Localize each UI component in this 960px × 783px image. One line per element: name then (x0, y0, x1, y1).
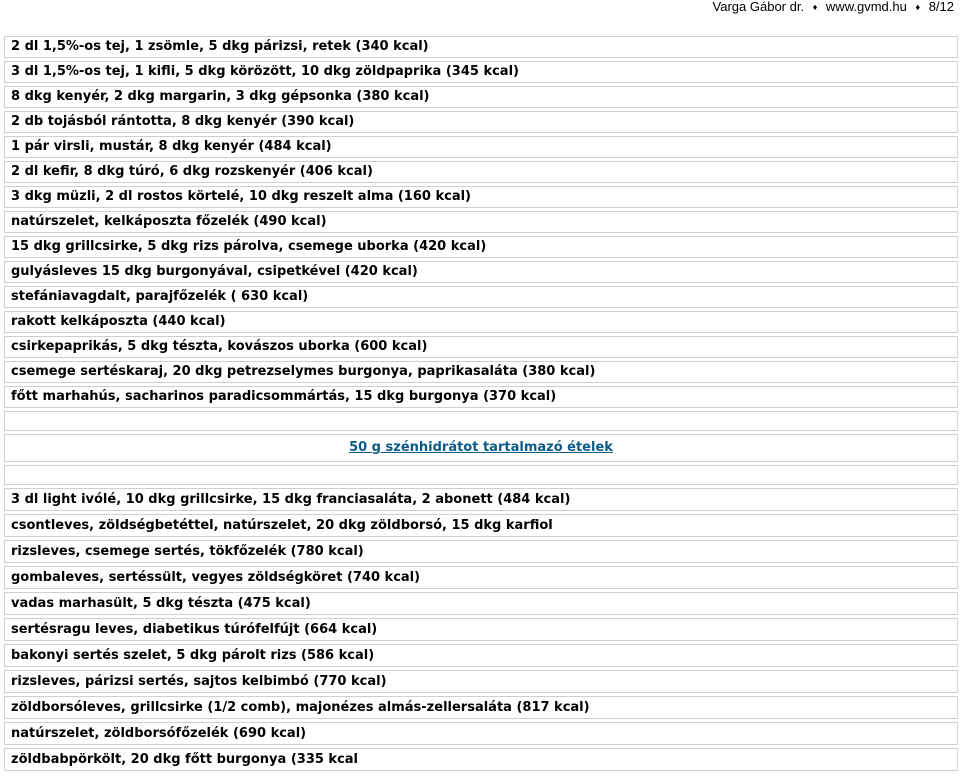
menu-item: 2 dl kefir, 8 dkg túró, 6 dkg rozskenyér (406 kcal) (4, 161, 958, 183)
table-row (4, 86, 958, 108)
table-row (4, 618, 958, 641)
menu-item: sertésragu leves, diabetikus túrófelfújt (664 kcal) (4, 618, 958, 641)
menu-item: 1 pár virsli, mustár, 8 dkg kenyér (484 kcal) (4, 136, 958, 158)
table-row (4, 670, 958, 693)
menu-table (4, 33, 958, 774)
menu-item: zöldborsóleves, grillcsirke (1/2 comb), majonézes almás-zellersaláta (817 kcal) (4, 696, 958, 719)
diamond-separator-icon: ♦ (812, 2, 818, 12)
menu-item: 3 dl 1,5%-os tej, 1 kifli, 5 dkg körözött, 10 dkg zöldpaprika (345 kcal) (4, 61, 958, 83)
table-row (4, 286, 958, 308)
table-row (4, 61, 958, 83)
table-row (4, 361, 958, 383)
menu-item: vadas marhasült, 5 dkg tészta (475 kcal) (4, 592, 958, 615)
menu-table-container (4, 33, 958, 774)
section-title: 50 g szénhidrátot tartalmazó ételek (4, 434, 958, 462)
table-row (4, 36, 958, 58)
table-row (4, 161, 958, 183)
table-row (4, 261, 958, 283)
menu-item: 3 dkg müzli, 2 dl rostos körtelé, 10 dkg reszelt alma (160 kcal) (4, 186, 958, 208)
author-name: Varga Gábor dr. (712, 0, 805, 14)
menu-item: 2 dl 1,5%-os tej, 1 zsömle, 5 dkg párizsi, retek (340 kcal) (4, 36, 958, 58)
menu-item: natúrszelet, kelkáposzta főzelék (490 kcal) (4, 211, 958, 233)
page-header (713, 0, 954, 14)
menu-item: natúrszelet, zöldborsófőzelék (690 kcal) (4, 722, 958, 745)
table-row (4, 211, 958, 233)
table-row (4, 386, 958, 408)
table-row (4, 566, 958, 589)
spacer-row (4, 411, 958, 431)
spacer-row (4, 465, 958, 485)
menu-item: 8 dkg kenyér, 2 dkg margarin, 3 dkg gépsonka (380 kcal) (4, 86, 958, 108)
table-row (4, 311, 958, 333)
table-row (4, 540, 958, 563)
table-row (4, 186, 958, 208)
menu-item: 3 dl light ivólé, 10 dkg grillcsirke, 15 dkg franciasaláta, 2 abonett (484 kcal) (4, 488, 958, 511)
menu-item: gulyásleves 15 dkg burgonyával, csipetkével (420 kcal) (4, 261, 958, 283)
table-row (4, 644, 958, 667)
menu-item: 2 db tojásból rántotta, 8 dkg kenyér (390 kcal) (4, 111, 958, 133)
site-url: www.gvmd.hu (825, 0, 907, 14)
table-row (4, 488, 958, 511)
table-row (4, 592, 958, 615)
menu-item: stefániavagdalt, parajfőzelék ( 630 kcal) (4, 286, 958, 308)
table-row (4, 111, 958, 133)
table-row (4, 722, 958, 745)
menu-item: rizsleves, csemege sertés, tökfőzelék (780 kcal) (4, 540, 958, 563)
menu-item: bakonyi sertés szelet, 5 dkg párolt rizs (586 kcal) (4, 644, 958, 667)
diamond-separator-icon: ♦ (915, 2, 921, 12)
menu-item: csemege sertéskaraj, 20 dkg petrezselymes burgonya, paprikasaláta (380 kcal) (4, 361, 958, 383)
menu-item: gombaleves, sertéssült, vegyes zöldségköret (740 kcal) (4, 566, 958, 589)
table-row (4, 236, 958, 258)
table-row (4, 136, 958, 158)
menu-item: rakott kelkáposzta (440 kcal) (4, 311, 958, 333)
menu-item: főtt marhahús, sacharinos paradicsommártás, 15 dkg burgonya (370 kcal) (4, 386, 958, 408)
menu-item: csontleves, zöldségbetéttel, natúrszelet, 20 dkg zöldborsó, 15 dkg karfiol (4, 514, 958, 537)
empty-cell (4, 465, 958, 485)
menu-item: zöldbabpörkölt, 20 dkg főtt burgonya (335 kcal (4, 748, 958, 771)
menu-item: rizsleves, párizsi sertés, sajtos kelbimbó (770 kcal) (4, 670, 958, 693)
table-row (4, 696, 958, 719)
menu-item: 15 dkg grillcsirke, 5 dkg rizs párolva, csemege uborka (420 kcal) (4, 236, 958, 258)
page-number: 8/12 (928, 0, 954, 14)
section-header-row (4, 434, 958, 462)
empty-cell (4, 411, 958, 431)
menu-item: csirkepaprikás, 5 dkg tészta, kovászos uborka (600 kcal) (4, 336, 958, 358)
table-row (4, 514, 958, 537)
table-row (4, 336, 958, 358)
table-row (4, 748, 958, 771)
